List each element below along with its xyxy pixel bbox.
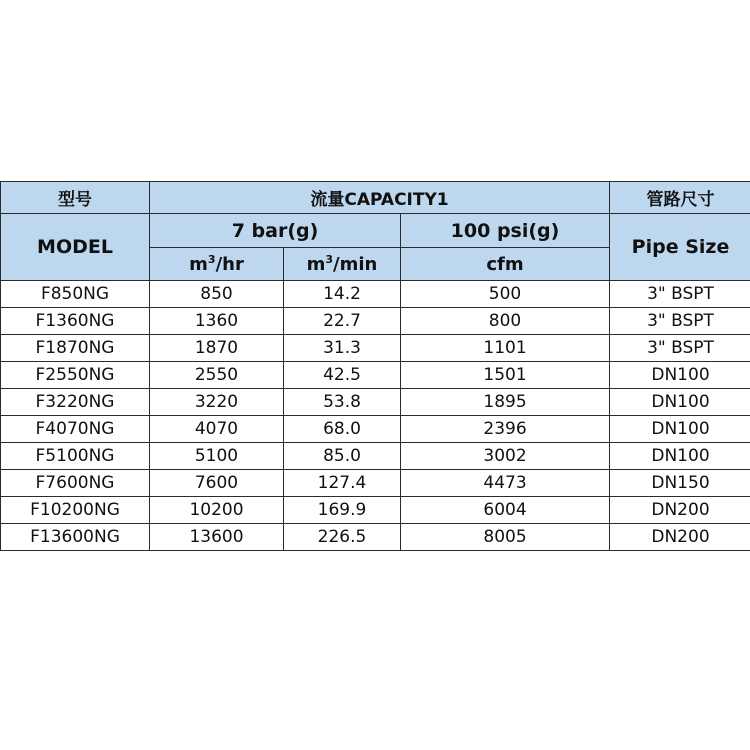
m3min-cell: 42.5: [284, 362, 401, 389]
table-row: [1, 524, 750, 551]
m3hr-cell: 13600: [150, 524, 284, 551]
pipe-cell: DN100: [610, 389, 750, 416]
cfm-cell: 1895: [401, 389, 610, 416]
model-cell: F13600NG: [1, 524, 150, 551]
unit-m3hr-header: [150, 248, 284, 281]
table-row: [1, 443, 750, 470]
m3hr-cell: 10200: [150, 497, 284, 524]
capacity-spec-table: [0, 181, 750, 551]
pipe-cell: DN100: [610, 362, 750, 389]
m3min-cell: 169.9: [284, 497, 401, 524]
unit-m3hr-sup: 3: [207, 252, 216, 266]
model-cn-header: 型号: [1, 182, 150, 214]
table-body: [1, 281, 750, 551]
unit-m3min-header: [284, 248, 401, 281]
m3min-cell: 127.4: [284, 470, 401, 497]
m3min-cell: 68.0: [284, 416, 401, 443]
m3hr-cell: 2550: [150, 362, 284, 389]
table-header: [1, 182, 750, 281]
model-cell: F1870NG: [1, 335, 150, 362]
pipe-cell: 3" BSPT: [610, 335, 750, 362]
capacity-header: 流量CAPACITY1: [150, 182, 610, 214]
m3min-cell: 14.2: [284, 281, 401, 308]
table-row: [1, 416, 750, 443]
pipe-cell: DN200: [610, 497, 750, 524]
table-row: [1, 497, 750, 524]
m3hr-cell: 3220: [150, 389, 284, 416]
model-cell: F7600NG: [1, 470, 150, 497]
table-row: [1, 281, 750, 308]
table-row: [1, 470, 750, 497]
pipe-cell: DN200: [610, 524, 750, 551]
cfm-cell: 1101: [401, 335, 610, 362]
m3min-cell: 22.7: [284, 308, 401, 335]
table-row: [1, 308, 750, 335]
table-row: [1, 362, 750, 389]
pipe-cell: DN100: [610, 443, 750, 470]
m3min-cell: 53.8: [284, 389, 401, 416]
cfm-cell: 800: [401, 308, 610, 335]
m3hr-cell: 5100: [150, 443, 284, 470]
model-cell: F10200NG: [1, 497, 150, 524]
m3hr-cell: 1360: [150, 308, 284, 335]
model-cell: F2550NG: [1, 362, 150, 389]
unit-m3hr-base: m: [189, 253, 208, 275]
cfm-cell: 500: [401, 281, 610, 308]
m3hr-cell: 7600: [150, 470, 284, 497]
pipe-cell: 3" BSPT: [610, 281, 750, 308]
cfm-cell: 2396: [401, 416, 610, 443]
pipe-cell: DN150: [610, 470, 750, 497]
unit-m3min-base: m: [306, 253, 326, 275]
m3hr-cell: 4070: [150, 416, 284, 443]
m3hr-cell: 850: [150, 281, 284, 308]
cfm-cell: 6004: [401, 497, 610, 524]
header-row-2: [1, 214, 750, 248]
pipe-cell: 3" BSPT: [610, 308, 750, 335]
bar-group-header: 7 bar(g): [150, 214, 401, 248]
model-cell: F5100NG: [1, 443, 150, 470]
model-cell: F1360NG: [1, 308, 150, 335]
model-cell: F850NG: [1, 281, 150, 308]
cfm-cell: 1501: [401, 362, 610, 389]
psi-group-header: 100 psi(g): [401, 214, 610, 248]
cfm-cell: 4473: [401, 470, 610, 497]
cfm-cell: 8005: [401, 524, 610, 551]
m3min-cell: 31.3: [284, 335, 401, 362]
m3min-cell: 85.0: [284, 443, 401, 470]
pipe-cn-header: 管路尺寸: [610, 182, 750, 214]
pipe-cell: DN100: [610, 416, 750, 443]
m3hr-cell: 1870: [150, 335, 284, 362]
m3min-cell: 226.5: [284, 524, 401, 551]
unit-m3min-tail: /min: [333, 253, 378, 275]
model-en-header: MODEL: [1, 214, 150, 281]
header-row-1: [1, 182, 750, 214]
pipe-en-header: Pipe Size: [610, 214, 750, 281]
unit-m3hr-tail: /hr: [215, 253, 244, 275]
table-row: [1, 389, 750, 416]
model-cell: F4070NG: [1, 416, 150, 443]
model-cell: F3220NG: [1, 389, 150, 416]
cfm-cell: 3002: [401, 443, 610, 470]
table-row: [1, 335, 750, 362]
unit-cfm-header: cfm: [401, 248, 610, 281]
unit-m3min-sup: 3: [325, 252, 334, 266]
